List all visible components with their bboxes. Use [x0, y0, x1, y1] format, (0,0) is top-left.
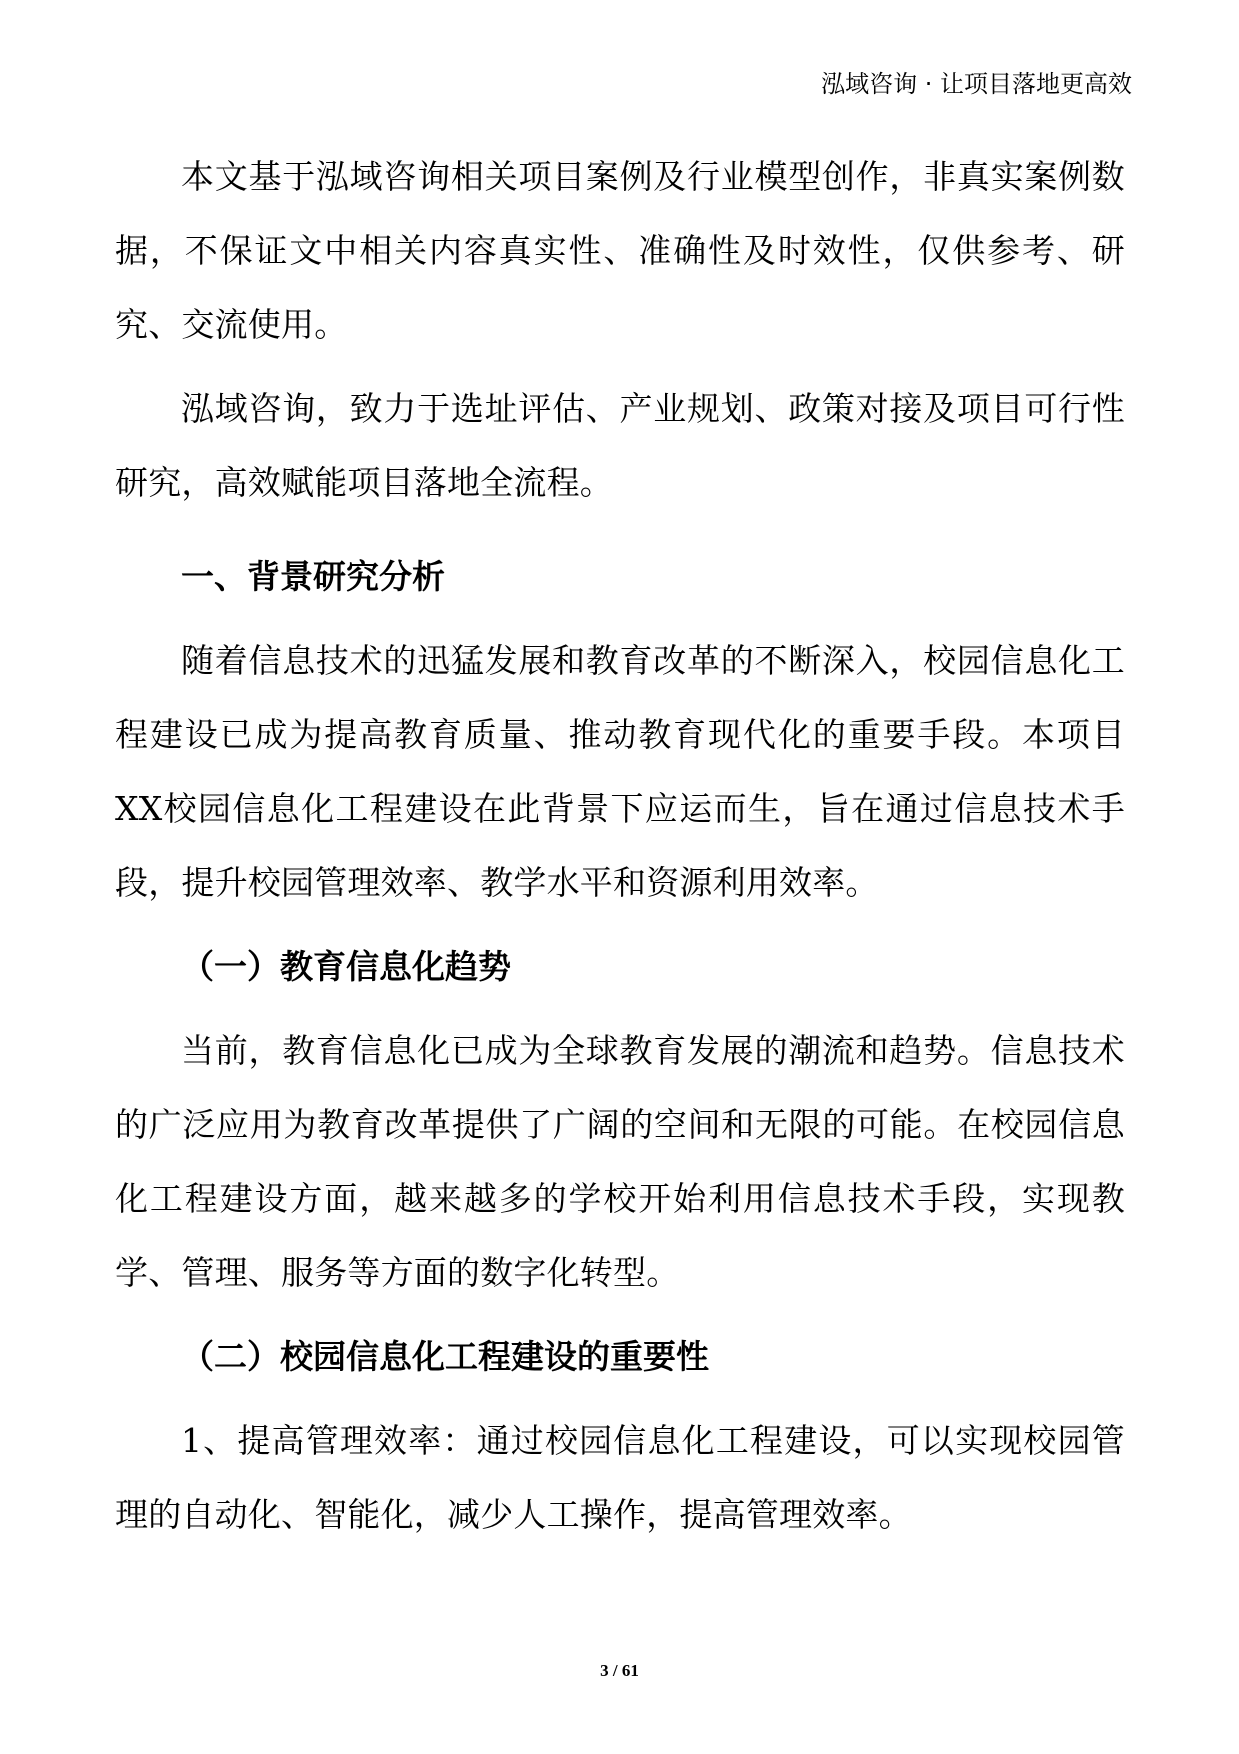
page-header: 泓域咨询 · 让项目落地更高效: [821, 70, 1132, 98]
page-number: 3 / 61: [600, 1661, 639, 1680]
section-heading: 一、背景研究分析: [181, 557, 445, 596]
importance-paragraph: 1、提高管理效率：通过校园信息化工程建设，可以实现校园管理的自动化、智能化，减少人工操作，提高管理效率。: [115, 1421, 1125, 1534]
background-paragraph: 随着信息技术的迅猛发展和教育改革的不断深入，校园信息化工程建设已成为提高教育质量、推动教育现代化的重要手段。本项目XX校园信息化工程建设在此背景下应运而生，旨在通过信息技术手段，提升校园管理效率、教学水平和资源利用效率。: [115, 641, 1125, 902]
subsection-heading-trend: （一）教育信息化趋势: [181, 947, 511, 986]
disclaimer-paragraph: 本文基于泓域咨询相关项目案例及行业模型创作，非真实案例数据，不保证文中相关内容真实性、准确性及时效性，仅供参考、研究、交流使用。: [115, 157, 1125, 344]
document-body: [115, 140, 1125, 1552]
subsection-heading-importance: （二）校园信息化工程建设的重要性: [181, 1337, 709, 1376]
trend-paragraph: 当前，教育信息化已成为全球教育发展的潮流和趋势。信息技术的广泛应用为教育改革提供了广阔的空间和无限的可能。在校园信息化工程建设方面，越来越多的学校开始利用信息技术手段，实现教学、管理、服务等方面的数字化转型。: [115, 1031, 1125, 1292]
intro-paragraph: 泓域咨询，致力于选址评估、产业规划、政策对接及项目可行性研究，高效赋能项目落地全流程。: [115, 389, 1125, 502]
